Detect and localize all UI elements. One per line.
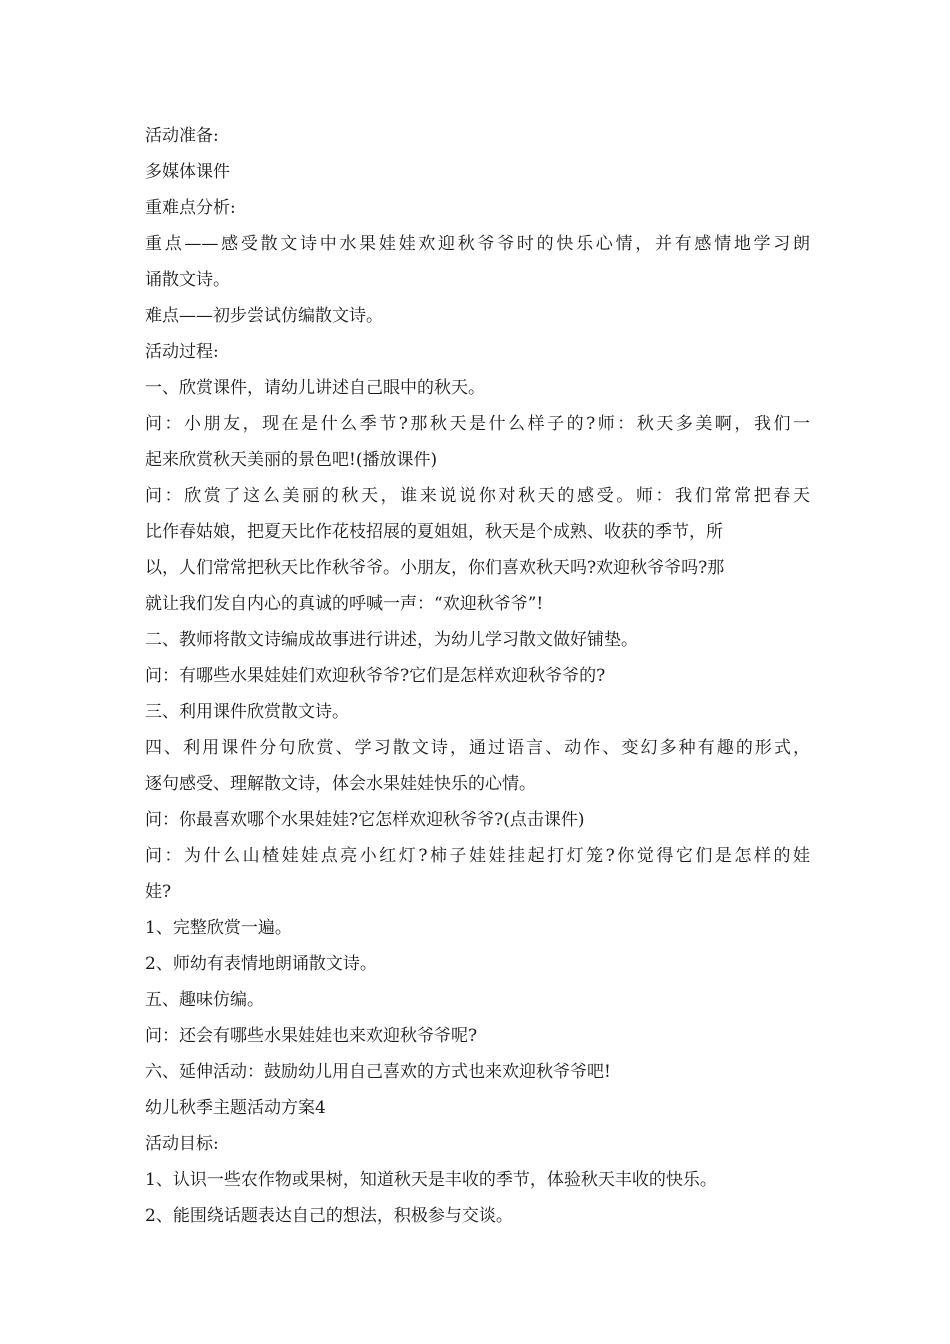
text-line: 逐句感受、理解散文诗，体会水果娃娃快乐的心情。 <box>145 774 536 794</box>
text-line: 重难点分析: <box>145 198 236 218</box>
paragraph <box>145 478 810 622</box>
paragraph <box>145 1162 810 1198</box>
paragraph <box>145 118 810 154</box>
text-line: 问：欣赏了这么美丽的秋天，谁来说说你对秋天的感受。师：我们常常把春天 <box>145 486 810 506</box>
text-line: 重点——感受散文诗中水果娃娃欢迎秋爷爷时的快乐心情，并有感情地学习朗 <box>145 234 810 254</box>
text-line: 多媒体课件 <box>145 162 230 182</box>
text-line: 以，人们常常把秋天比作秋爷爷。小朋友，你们喜欢秋天吗?欢迎秋爷爷吗?那 <box>145 558 725 578</box>
text-line: 诵散文诗。 <box>145 270 230 290</box>
text-line: 问：有哪些水果娃娃们欢迎秋爷爷?它们是怎样欢迎秋爷爷的? <box>145 666 606 686</box>
paragraph <box>145 334 810 370</box>
paragraph <box>145 1126 810 1162</box>
paragraph <box>145 370 810 406</box>
text-line: 问：你最喜欢哪个水果娃娃?它怎样欢迎秋爷爷?(点击课件) <box>145 810 585 830</box>
text-line: 起来欣赏秋天美丽的景色吧!(播放课件) <box>145 450 438 470</box>
text-line: 问：为什么山楂娃娃点亮小红灯?柿子娃娃挂起打灯笼?你觉得它们是怎样的娃 <box>145 846 810 866</box>
text-line: 活动准备: <box>145 126 219 146</box>
text-line: 1、认识一些农作物或果树，知道秋天是丰收的季节，体验秋天丰收的快乐。 <box>145 1170 717 1190</box>
paragraph <box>145 298 810 334</box>
paragraph <box>145 838 810 910</box>
paragraph <box>145 1054 810 1090</box>
paragraph <box>145 1090 810 1126</box>
text-line: 比作春姑娘，把夏天比作花枝招展的夏姐姐，秋天是个成熟、收获的季节，所 <box>145 522 723 542</box>
text-line: 2、师幼有表情地朗诵散文诗。 <box>145 954 377 974</box>
paragraph <box>145 658 810 694</box>
text-line: 难点——初步尝试仿编散文诗。 <box>145 306 383 326</box>
paragraph <box>145 910 810 946</box>
paragraph <box>145 802 810 838</box>
text-line: 三、利用课件欣赏散文诗。 <box>145 702 349 722</box>
text-line: 问：还会有哪些水果娃娃也来欢迎秋爷爷呢? <box>145 1026 478 1046</box>
paragraph <box>145 154 810 190</box>
text-line: 就让我们发自内心的真诚的呼喊一声：“欢迎秋爷爷”! <box>145 594 544 614</box>
text-line: 活动过程: <box>145 342 219 362</box>
text-line: 幼儿秋季主题活动方案4 <box>145 1098 326 1118</box>
text-line: 六、延伸活动：鼓励幼儿用自己喜欢的方式也来欢迎秋爷爷吧! <box>145 1062 611 1082</box>
paragraph <box>145 730 810 802</box>
text-line: 一、欣赏课件，请幼儿讲述自己眼中的秋天。 <box>145 378 485 398</box>
text-line: 四、利用课件分句欣赏、学习散文诗，通过语言、动作、变幻多种有趣的形式， <box>145 738 810 758</box>
paragraph <box>145 1018 810 1054</box>
paragraph <box>145 190 810 226</box>
text-line: 1、完整欣赏一遍。 <box>145 918 292 938</box>
text-line: 五、趣味仿编。 <box>145 990 264 1010</box>
text-line: 问：小朋友，现在是什么季节?那秋天是什么样子的?师：秋天多美啊，我们一 <box>145 414 810 434</box>
paragraph <box>145 946 810 982</box>
text-line: 二、教师将散文诗编成故事进行讲述，为幼儿学习散文做好铺垫。 <box>145 630 638 650</box>
paragraph <box>145 982 810 1018</box>
paragraph <box>145 694 810 730</box>
text-line: 活动目标: <box>145 1134 219 1154</box>
text-line: 2、能围绕话题表达自己的想法，积极参与交谈。 <box>145 1206 513 1226</box>
paragraph <box>145 622 810 658</box>
paragraph <box>145 226 810 298</box>
paragraph <box>145 1198 810 1234</box>
document-page <box>145 118 810 1234</box>
paragraph <box>145 406 810 478</box>
text-line: 娃? <box>145 882 172 902</box>
